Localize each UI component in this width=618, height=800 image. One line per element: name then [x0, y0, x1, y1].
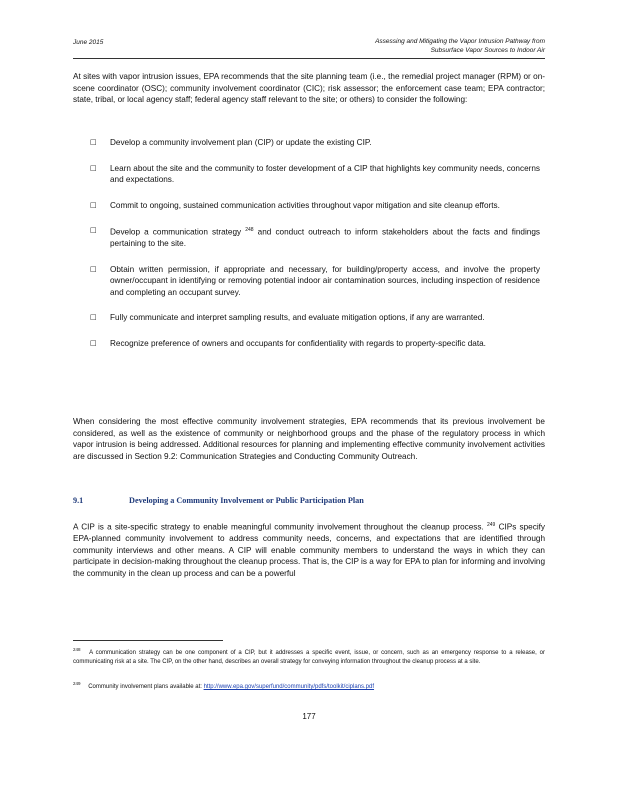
list-item-text: Obtain written permission, if appropriate and necessary, for building/property access, and involve the property owner/occupant in identifying or removing potential indoor air contamination sources, including inspection of residence and completing an occupant survey.: [110, 264, 540, 297]
list-item-text: Develop a communication strategy: [110, 227, 242, 237]
header-title: [295, 37, 545, 55]
footnote-text: A communication strategy can be one component of a CIP, but it addresses a specific event, issue, or concern, such as an emergency response to a release, or communicating risk at a site. The CIP, on the other hand, describes an overall strategy for conveying information throughout the cleanup process at a site.: [73, 650, 545, 665]
list-item-text: Learn about the site and the community to foster development of a CIP that highlights key community needs, concerns and expectations.: [110, 163, 540, 184]
footnote-ref[interactable]: 249: [487, 522, 496, 528]
list-item: [90, 200, 540, 212]
list-item: [90, 338, 540, 350]
list-item-text: Develop a community involvement plan (CIP) or update the existing CIP.: [110, 138, 372, 147]
footnote-divider: [73, 640, 223, 641]
list-item-text-continued: and conduct outreach to inform stakeholders about the facts and findings pertaining to the site.: [110, 227, 540, 249]
list-item: [90, 264, 540, 299]
header-title-line1: Assessing and Mitigating the Vapor Intrusion Pathway from: [375, 38, 545, 45]
section-heading: [73, 496, 545, 505]
bullet-icon: □: [90, 200, 97, 209]
footnote-mark: 248: [73, 647, 81, 652]
bullet-icon: □: [90, 163, 97, 172]
cip-paragraph: [73, 520, 545, 579]
footnote-mark: 249: [73, 681, 81, 686]
list-item: [90, 163, 540, 186]
cip-text-start: A CIP is a site-specific strategy to enable meaningful community involvement throughout the cleanup process.: [73, 522, 484, 532]
bullet-icon: □: [90, 313, 97, 322]
header-date: June 2015: [73, 39, 104, 46]
considerations-paragraph: When considering the most effective community involvement strategies, EPA recommends that its previous involvement be considered, as well as the existence of community or neighborhood groups and the phase of the regulatory process in which vapor intrusion is being addressed. Additional resources for planning and implementing effective community involvement activities are discussed in Section 9.2: Communication Strategies and Conducting Community Outreach.: [73, 417, 545, 461]
footnote-ref[interactable]: 248: [245, 227, 254, 233]
footnote-248: [73, 645, 545, 667]
bullet-icon: □: [90, 264, 97, 273]
list-item: [90, 137, 540, 149]
list-item-text: Fully communicate and interpret sampling results, and evaluate mitigation options, if any are warranted.: [110, 313, 485, 323]
section-number: 9.1: [73, 496, 84, 505]
cip-plans-link[interactable]: http://www.epa.gov/superfund/community/pdfs/toolkit/ciplans.pdf: [203, 684, 375, 690]
recommendation-list: [90, 137, 540, 363]
section-title: Developing a Community Involvement or Public Participation Plan: [129, 496, 364, 505]
list-item: [90, 225, 540, 250]
cip-text-rest: CIPs specify EPA-planned community involvement to address community needs, concerns, and expectations that are identified through community interviews and other means. A CIP will enable community members to understand the ways in which they can participate in decision-making throughout the cleanup process. That is, the CIP is a way for EPA to plan for informing and involving the community in the clean up process and can be a powerful: [73, 522, 546, 578]
footnote-text: Community involvement plans available at:: [88, 684, 202, 690]
footnote-249: [73, 679, 545, 692]
list-item: [90, 312, 540, 324]
bullet-icon: □: [90, 338, 97, 347]
header-rule: [73, 58, 545, 59]
bullet-icon: □: [90, 138, 97, 146]
intro-paragraph: At sites with vapor intrusion issues, EPA recommends that the site planning team (i.e., the remedial project manager (RPM) or on-scene coordinator (OSC); community involvement coordinator (CIC); risk assessor; the enforcement case team; EPA contractor; state, tribal, or local agency staff; federal agency staff relevant to the site; or others) to consider the following:: [73, 72, 545, 104]
list-item-text: Commit to ongoing, sustained communication activities throughout vapor mitigation and site cleanup efforts.: [110, 200, 500, 210]
list-item-text: Recognize preference of owners and occupants for confidentiality with regards to property-specific data.: [110, 338, 486, 348]
bullet-icon: □: [90, 226, 97, 234]
header-title-line2: Subsurface Vapor Sources to Indoor Air: [430, 47, 545, 54]
page-number: 177: [302, 712, 316, 721]
